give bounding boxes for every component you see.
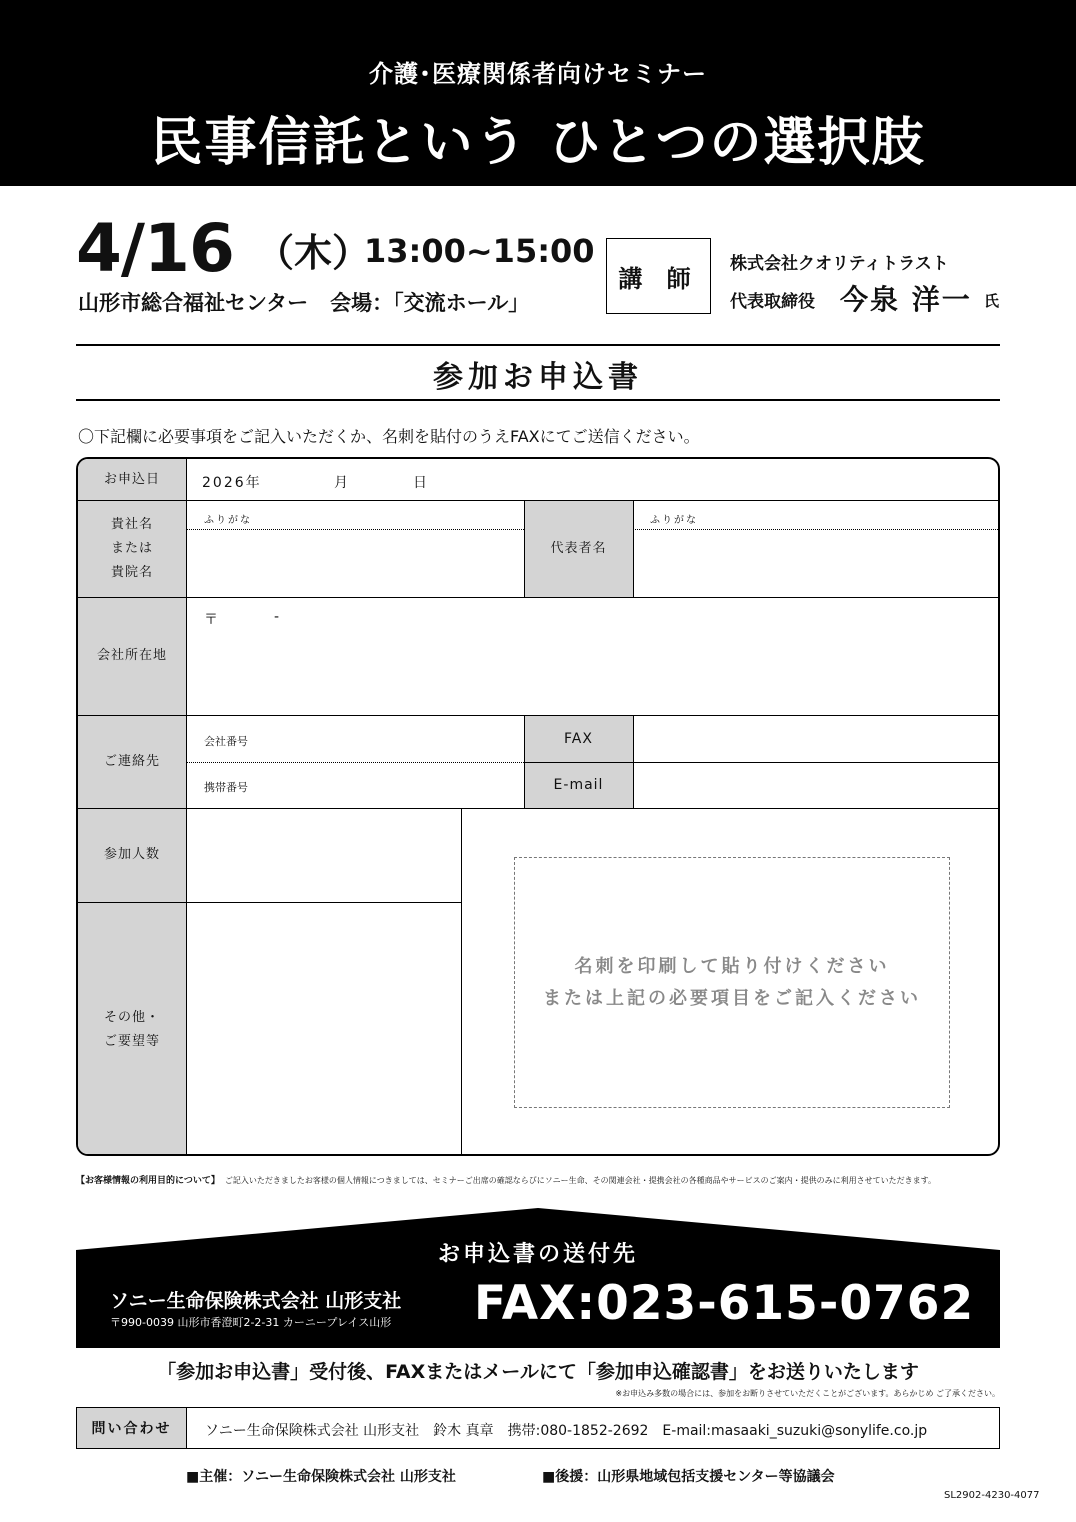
- furigana-line: [186, 529, 524, 530]
- grid-line: [524, 500, 525, 597]
- privacy-label: 【お客様情報の利用目的について】: [76, 1176, 220, 1186]
- seminar-subtitle: 介護･医療関係者向けセミナー: [369, 60, 707, 88]
- event-day: （木）: [256, 231, 371, 275]
- send-to-company: ソニー生命保険株式会社 山形支社: [110, 1290, 402, 1312]
- contact-label: ご連絡先: [78, 715, 186, 808]
- organizer: ■主催：ソニー生命保険株式会社 山形支社: [186, 1469, 456, 1485]
- venue-hall: 会場：「交流ホール」: [330, 291, 530, 315]
- application-form: [76, 457, 1000, 1156]
- divider-top: [76, 344, 1000, 346]
- inquiry-box: [76, 1407, 1000, 1449]
- apply-date-input[interactable]: [186, 459, 1000, 500]
- furigana-rep: ふりがな: [650, 515, 698, 526]
- inquiry-label: 問い合わせ: [77, 1408, 187, 1448]
- business-card-area[interactable]: [514, 857, 950, 1108]
- form-title: 参加お申込書: [433, 360, 643, 395]
- send-to-fax: FAX:023-615-0762: [474, 1276, 975, 1331]
- mobile-phone-label: 携帯番号: [204, 781, 248, 794]
- requests-label-line2: ご要望等: [103, 1034, 160, 1049]
- lecturer-suffix: 氏: [984, 292, 1000, 310]
- event-time: 13:00~15:00: [364, 232, 595, 270]
- lecturer-name: 今泉 洋一: [840, 283, 972, 316]
- apply-date-label: お申込日: [78, 459, 186, 500]
- document-code: SL2902-4230-4077: [944, 1490, 1040, 1501]
- company-name-label: [78, 500, 186, 597]
- email-input[interactable]: [633, 762, 1000, 808]
- privacy-note: [76, 1173, 1036, 1186]
- phone-divider: [186, 762, 524, 763]
- event-date: 4/16: [76, 210, 234, 287]
- venue-name: 山形市総合福祉センター: [78, 291, 309, 315]
- grid-line: [78, 500, 1000, 501]
- requests-input[interactable]: [186, 902, 461, 1156]
- fax-label: FAX: [524, 715, 633, 762]
- company-label-line3: 貴院名: [110, 564, 153, 580]
- apply-day: 日: [413, 475, 427, 491]
- supporter: ■後援：山形県地域包括支援センター等協議会: [542, 1469, 835, 1485]
- company-label-line1: 貴社名: [110, 516, 153, 532]
- inquiry-details: ソニー生命保険株式会社 山形支社 鈴木 真章 携帯:080-1852-2692 E-mail:masaaki_suzuki@sonylife.co.jp: [205, 1423, 928, 1439]
- card-instruction-line2: または上記の必要項目をご記入ください: [543, 987, 921, 1009]
- privacy-text: ご記入いただきましたお客様の個人情報につきましては、セミナーご出席の確認ならびにソニー生命、その関連会社・提携会社の各種商品やサービスのご案内・提供のみに利用させていただきます。: [224, 1176, 936, 1185]
- send-to-title: お申込書の送付先: [437, 1242, 638, 1267]
- requests-label-line1: その他・: [103, 1010, 160, 1025]
- company-name-input[interactable]: [186, 531, 524, 597]
- representative-input[interactable]: [633, 531, 1000, 597]
- seminar-title: 民事信託という ひとつの選択肢: [150, 113, 926, 173]
- divider-bottom: [76, 399, 1000, 401]
- furigana-line: [633, 529, 1000, 530]
- requests-label: [78, 902, 186, 1156]
- company-phone-label: 会社番号: [204, 735, 248, 748]
- form-instruction: 〇下記欄に必要事項をご記入いただくか、名刺を貼付のうえFAXにてご送信ください。: [78, 427, 700, 446]
- postal-mark: 〒: [204, 612, 218, 628]
- lecturer-role: 代表取締役: [730, 292, 815, 312]
- apply-year: 2026年: [202, 475, 262, 491]
- address-input[interactable]: [186, 597, 1000, 715]
- fax-input[interactable]: [633, 715, 1000, 762]
- header-banner: [0, 0, 1076, 186]
- attendees-label: 参加人数: [78, 808, 186, 902]
- apply-month: 月: [334, 475, 348, 491]
- lecturer-label: 講 師: [606, 238, 711, 314]
- representative-label: 代表者名: [524, 500, 633, 597]
- address-label: 会社所在地: [78, 597, 186, 715]
- capacity-note: ※お申込み多数の場合には、参加をお断りさせていただくことがございます。あらかじめ ご了承ください。: [615, 1389, 1000, 1398]
- lecturer-company: 株式会社クオリティトラスト: [730, 254, 949, 274]
- confirmation-notice: 「参加お申込書」受付後、FAXまたはメールにて「参加申込確認書」をお送りいたします: [157, 1361, 919, 1383]
- send-to-address: 〒990-0039 山形市香澄町2-2-31 カーニープレイス山形: [110, 1316, 392, 1329]
- attendees-input[interactable]: [186, 808, 461, 902]
- company-label-line2: または: [110, 540, 153, 556]
- email-label: E-mail: [524, 762, 633, 808]
- card-instruction-line1: 名刺を印刷して貼り付けください: [574, 955, 890, 977]
- event-venue: [78, 287, 529, 317]
- grid-line: [461, 808, 462, 1156]
- furigana-company: ふりがな: [204, 515, 252, 526]
- postal-dash: -: [274, 609, 280, 625]
